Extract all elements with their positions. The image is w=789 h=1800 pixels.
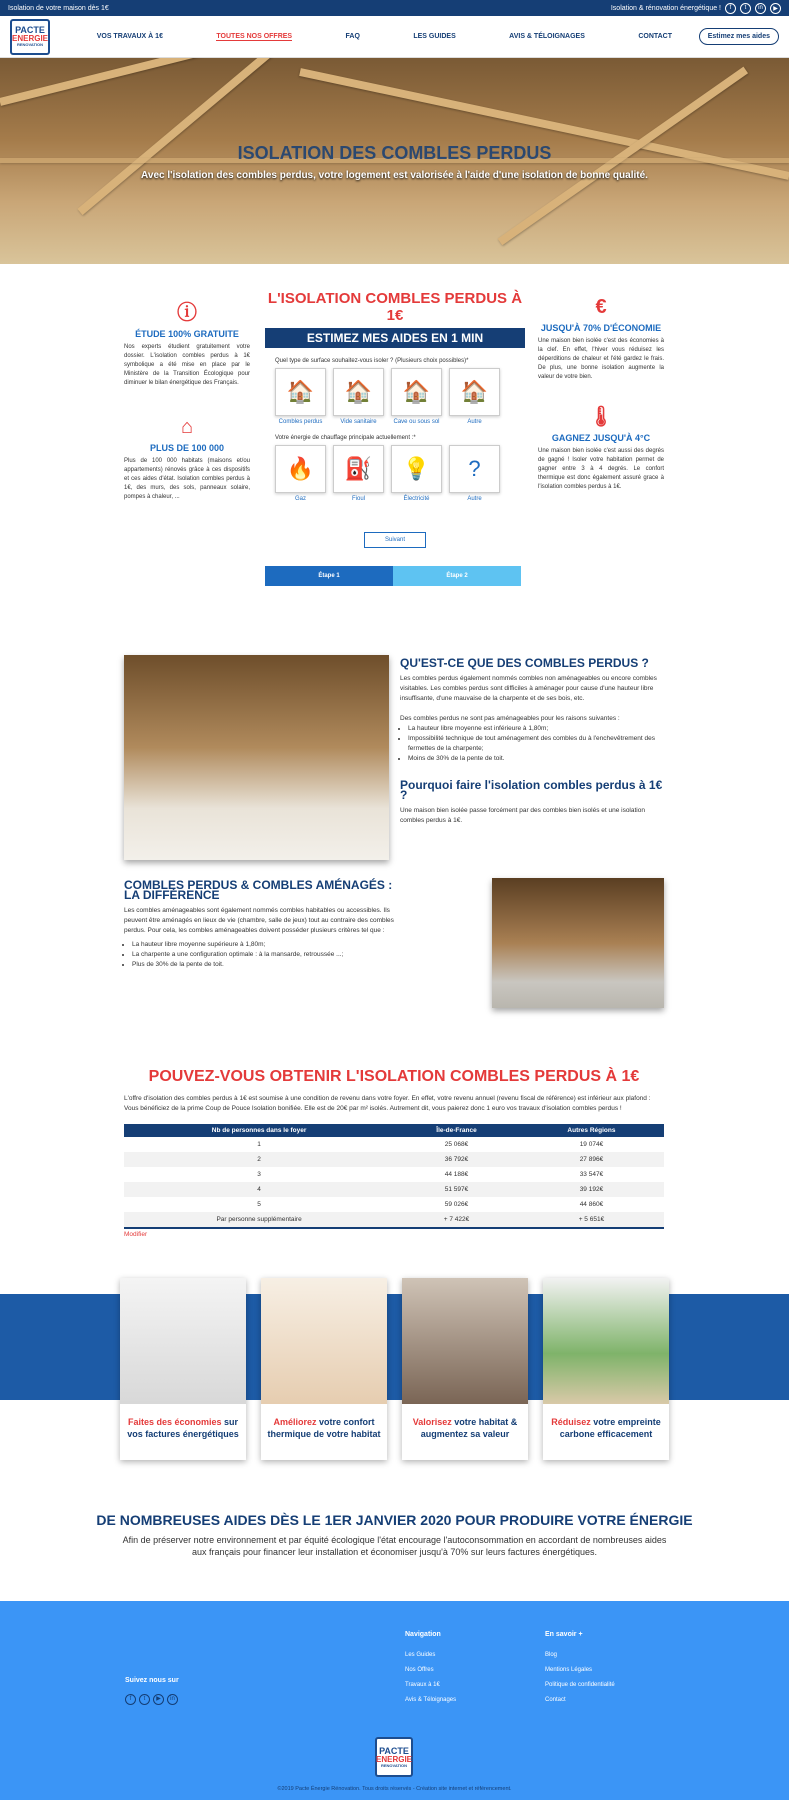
option-cave[interactable]	[391, 368, 442, 425]
info-icon: ⓘ	[177, 302, 197, 324]
plus-title: PLUS DE 100 000	[149, 443, 225, 453]
twitter-icon[interactable]: t	[139, 1694, 150, 1705]
why-title: Pourquoi faire l'isolation combles perdus à 1€ ?	[400, 778, 663, 802]
cell: 51 597€	[394, 1182, 519, 1197]
option-vide[interactable]	[333, 368, 384, 425]
cell: + 5 651€	[519, 1212, 664, 1228]
house-icon: 🏠	[449, 368, 500, 416]
cell: 59 026€	[444, 1201, 469, 1208]
economy-text: Une maison bien isolée c'est des économies à la clef. En effet, l'hiver vous réduisez les déperditions de chaleur et l'été gardez le frais. De plus, une bonne isolation augmente la valeur de votre bien.	[538, 338, 664, 380]
form-band: ESTIMEZ MES AIDES EN 1 MIN	[265, 328, 525, 348]
income-table	[124, 1124, 664, 1229]
option-autre-energie[interactable]	[449, 445, 500, 502]
logo-line2: ENERGIE	[376, 1754, 413, 1764]
card-text	[543, 1404, 669, 1440]
footer-link[interactable]: Contact	[545, 1697, 566, 1703]
table-row	[124, 1182, 664, 1197]
benefit-card	[402, 1278, 528, 1460]
step-1: Étape 1	[265, 566, 393, 586]
logo-line3: RENOVATION	[16, 42, 44, 47]
cell: 25 068€	[444, 1141, 469, 1148]
list-item: • Plus de 30% de la pente de toit.	[132, 960, 409, 970]
cell: 39 192€	[519, 1182, 664, 1197]
nav-contact[interactable]: CONTACT	[638, 32, 673, 40]
cell: 36 792€	[394, 1152, 519, 1167]
card-highlight: Valorisez	[412, 1417, 452, 1427]
top-left-text: Isolation de votre maison dès 1€	[8, 4, 109, 12]
cell: 33 547€	[579, 1171, 604, 1178]
study-text: Nos experts étudient gratuitement votre dossier. L'isolation combles perdus à 1€ symbolique a été mise en place par le Ministère de la Transition Écologique pour diminuer le bilan énergétique des Français.	[124, 344, 250, 386]
list-item: • La hauteur libre moyenne supérieure à 1,80m;	[132, 940, 409, 950]
diff-p1: Les combles aménageables sont également nommés combles habitables ou accessibles. Ils peuvent être aménagés en lieux de vie (chambre, salle de jeux) tout au contraire des combles perdus. Pour cela, les combles aménageables doivent posséder plusieurs critères tel que :	[124, 907, 394, 934]
card-rest: votre habitat & augmentez sa valeur	[420, 1417, 518, 1439]
table-header: Île-de-France	[394, 1124, 519, 1137]
footer	[0, 1601, 789, 1800]
energy-title: DE NOMBREUSES AIDES DÈS LE 1ER JANVIER 2020 POUR PRODUIRE VOTRE ÉNERGIE	[96, 1512, 693, 1528]
table-row	[124, 1197, 664, 1212]
footer-link[interactable]: Les Guides	[405, 1652, 436, 1658]
benefit-card	[261, 1278, 387, 1460]
study-title: ÉTUDE 100% GRATUITE	[135, 329, 239, 339]
cell: 3	[257, 1171, 261, 1178]
house-icon: 🏠	[391, 368, 442, 416]
aids-text: L'offre d'isolation des combles perdus à 1€ est soumise à une condition de revenu dans votre foyer. En effet, votre revenu annuel (revenu fiscal de référence) est inférieur aux plafond : Vous bénéficiez de la prime Coup de Pouce Isolation bonifiée. Elle est de 20€ par m² isolés. Autrement dit, vous paierez donc 1 euro vos travaux d'isolation combles perdus !	[124, 1095, 651, 1112]
step-2: Étape 2	[393, 566, 521, 586]
option-label: Électricité	[403, 496, 430, 502]
main-nav	[0, 16, 789, 58]
aids-title: POUVEZ-VOUS OBTENIR L'ISOLATION COMBLES PERDUS À 1€	[148, 1068, 640, 1085]
benefit-card	[543, 1278, 669, 1460]
card-rest: votre empreinte carbone efficacement	[559, 1417, 661, 1439]
nav-faq[interactable]: FAQ	[345, 32, 360, 40]
logo-line3: RENOVATION	[380, 1762, 408, 1768]
more-title: En savoir +	[545, 1631, 583, 1638]
youtube-icon[interactable]: ▶	[153, 1694, 164, 1705]
option-label: Cave ou sous sol	[393, 419, 440, 425]
top-right-text: Isolation & rénovation énergétique !	[610, 4, 721, 12]
fuel-icon: ⛽	[333, 445, 384, 493]
economy-title: JUSQU'À 70% D'ÉCONOMIE	[540, 323, 662, 333]
energy-question: Votre énergie de chauffage principale actuellement :*	[275, 435, 416, 441]
footer-link[interactable]: Travaux à 1€	[405, 1682, 440, 1688]
house-icon: ⌂	[180, 416, 194, 438]
logo-line1: PACTE	[379, 1745, 409, 1756]
option-label: Autre	[467, 496, 482, 502]
list-item: • La hauteur libre moyenne est inférieure à 1,80m;	[408, 724, 665, 734]
table-row	[124, 1212, 664, 1228]
cell: 19 074€	[579, 1141, 604, 1148]
linkedin-icon[interactable]: in	[755, 3, 766, 14]
beam	[77, 58, 312, 215]
footer-link[interactable]: Nos Offres	[405, 1667, 434, 1673]
cell: 44 188€	[444, 1171, 469, 1178]
logo-line2: ENERGIE	[12, 34, 49, 43]
option-autre[interactable]	[449, 368, 500, 425]
nav-title: Navigation	[405, 1631, 441, 1638]
energy-line1: Afin de préserver notre environnement et par équité écologique l'état encourage l'autoconsommation en accordant de nombreuses aides	[122, 1535, 667, 1545]
list-item: • Moins de 30% de la pente de toit.	[408, 754, 665, 764]
option-label: Combles perdus	[278, 419, 323, 425]
nav-avis[interactable]: AVIS & TÉLOIGNAGES	[509, 32, 585, 40]
nav-travaux[interactable]: VOS TRAVAUX À 1€	[96, 32, 163, 40]
list-item: • Impossibilité technique de tout aménagement des combles du à l'enchevêtrement des fermettes de la charpente;	[408, 734, 665, 754]
question-icon: ?	[449, 445, 500, 493]
euro-icon: €	[595, 296, 607, 318]
what-p2: Des combles perdus ne sont pas aménageables pour les raisons suivantes :	[400, 715, 620, 722]
flame-icon: 🔥	[275, 445, 326, 493]
cell: 5	[257, 1201, 261, 1208]
footer-link[interactable]: Avis & Téloignages	[405, 1697, 457, 1703]
linkedin-icon[interactable]: in	[167, 1694, 178, 1705]
option-label: Vide sanitaire	[340, 419, 377, 425]
card-highlight: Réduisez	[551, 1417, 591, 1427]
cell: 44 860€	[579, 1201, 604, 1208]
why-text: Une maison bien isolée passe forcément par des combles bien isolés et une isolation combles perdus à 1€.	[400, 807, 645, 824]
plus-text: Plus de 100 000 habitats (maisons et/ou appartements) rénovés grâce à ces dispositifs et ces aides d'état. Isolation combles perdus à 1€, des murs, des sols, panneaux solaire, pompes à chaleur, ...	[124, 458, 250, 500]
card-highlight: Faites des économies	[127, 1417, 222, 1427]
facebook-icon[interactable]: f	[125, 1694, 136, 1705]
card-text	[261, 1404, 387, 1440]
aids-section	[124, 1068, 664, 1238]
house-hands-photo	[402, 1278, 528, 1404]
nav-guides[interactable]: LES GUIDES	[413, 32, 456, 40]
follow-title: Suivez nous sur	[125, 1677, 179, 1684]
cell: 1	[257, 1141, 261, 1148]
table-row	[124, 1137, 664, 1152]
tree-photo	[543, 1278, 669, 1404]
nav-offres[interactable]: TOUTES NOS OFFRES	[216, 32, 293, 40]
benefit-card	[120, 1278, 246, 1460]
energy-line2: aux français pour financer leur installation et économiser jusqu'à 70% sur leurs factures énergétiques.	[192, 1547, 597, 1557]
cell: 27 896€	[519, 1152, 664, 1167]
bulb-photo	[120, 1278, 246, 1404]
option-electricite[interactable]	[391, 445, 442, 502]
card-rest: votre confort thermique de votre habitat	[267, 1417, 381, 1439]
cell: Par personne supplémentaire	[124, 1212, 394, 1228]
cell: + 7 422€	[394, 1212, 519, 1228]
woman-photo	[261, 1278, 387, 1404]
house-icon: 🏠	[333, 368, 384, 416]
estimate-form	[265, 290, 525, 586]
footer-link[interactable]: Blog	[545, 1652, 558, 1658]
next-button[interactable]: Suivant	[364, 532, 426, 548]
card-text	[402, 1404, 528, 1440]
option-gaz[interactable]	[275, 445, 326, 502]
hero-title: ISOLATION DES COMBLES PERDUS	[237, 143, 552, 163]
degrees-text: Une maison bien isolée c'est aussi des degrés de gagné ! Isoler votre habitation permet de gagner entre 3 à 4 degrés. Le confort thermique est donc également assuré grace à l'isolation combles perdus à 1€.	[538, 448, 664, 490]
benefits-band	[0, 1294, 789, 1400]
option-label: Gaz	[294, 496, 306, 502]
table-header: Autres Régions	[519, 1124, 664, 1137]
card-text	[120, 1404, 246, 1440]
converted-attic-photo	[492, 878, 664, 1008]
house-icon: 🏠	[275, 368, 326, 416]
copyright: ©2019 Pacte Énergie Rénovation. Tous droits réservés - Création site internet et référencement.	[277, 1786, 512, 1792]
bulb-icon: 💡	[391, 445, 442, 493]
form-title: L'ISOLATION COMBLES PERDUS À 1€	[267, 290, 523, 324]
thermometer-icon: 🌡	[588, 406, 614, 428]
what-title: QU'EST-CE QUE DES COMBLES PERDUS ?	[400, 656, 649, 670]
footer-link[interactable]: Mentions Légales	[545, 1667, 593, 1673]
logo-line1: PACTE	[15, 25, 45, 35]
option-fioul[interactable]	[333, 445, 384, 502]
table-row	[124, 1152, 664, 1167]
footer-logo[interactable]	[375, 1737, 413, 1777]
footer-link[interactable]: Politique de confidentialité	[545, 1682, 615, 1688]
option-label: Autre	[467, 419, 482, 425]
twitter-icon[interactable]: t	[740, 3, 751, 14]
card-rest: sur vos factures énergétiques	[127, 1417, 239, 1439]
hero-banner	[0, 58, 789, 264]
surface-question: Quel type de surface souhaitez-vous isoler ? (Plusieurs choix possibles)*	[275, 358, 469, 364]
card-highlight: Améliorez	[273, 1417, 317, 1427]
degrees-title: GAGNEZ JUSQU'À 4°C	[551, 433, 651, 443]
option-label: Fioul	[351, 496, 365, 502]
hero-subtitle: Avec l'isolation des combles perdus, votre logement est valorisée à l'aide d'une isolation de bonne qualité.	[141, 170, 648, 181]
facebook-icon[interactable]: f	[725, 3, 736, 14]
intro-section	[0, 264, 789, 634]
top-bar	[0, 0, 789, 16]
cell: 2	[124, 1152, 394, 1167]
site-logo[interactable]	[10, 19, 50, 55]
diff-title: COMBLES PERDUS & COMBLES AMÉNAGÉS : LA DIFFÉRENCE	[124, 878, 393, 902]
table-row	[124, 1167, 664, 1182]
energy-section	[0, 1512, 789, 1558]
attic-photo	[124, 655, 389, 860]
youtube-icon[interactable]: ▶	[770, 3, 781, 14]
estimate-button[interactable]: Estimez mes aides	[699, 28, 779, 45]
table-header: Nb de personnes dans le foyer	[124, 1124, 394, 1137]
cell: 4	[124, 1182, 394, 1197]
modify-link[interactable]: Modifier	[124, 1231, 148, 1238]
list-item: • La charpente a une configuration optimale : à la mansarde, retroussée ...;	[132, 950, 409, 960]
option-combles[interactable]	[275, 368, 326, 425]
what-p1: Les combles perdus également nommés combles non aménageables ou encore combles visitables. Les combles perdus sont difficiles à aménager pour cause d'une hauteur libre insuffisante, d'une mauvaise de la charpente et de ses bois, etc.	[400, 675, 657, 702]
